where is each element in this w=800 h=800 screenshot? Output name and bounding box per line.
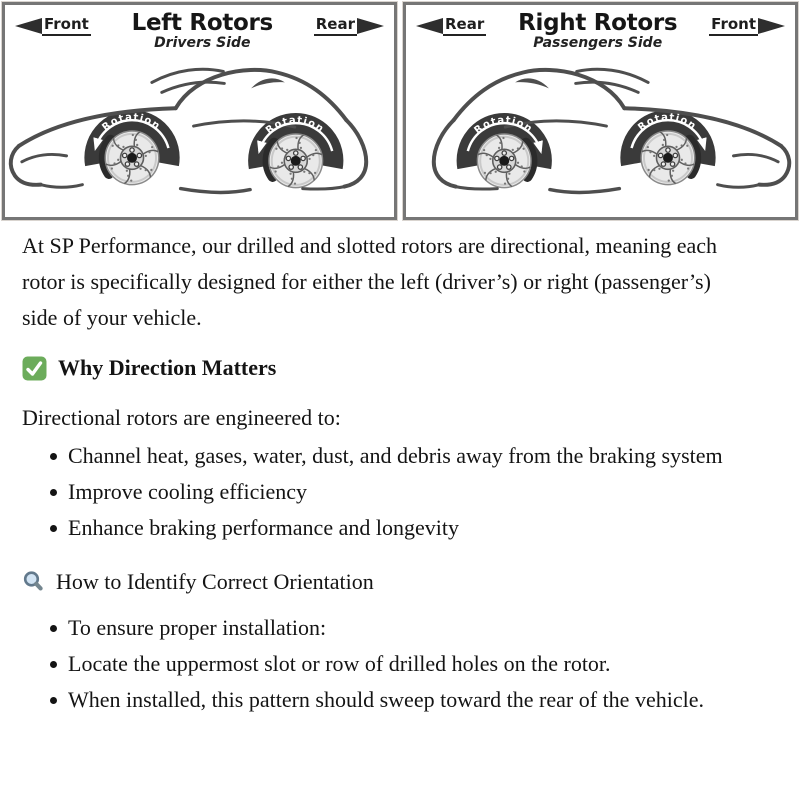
rear-label: Rear bbox=[443, 17, 486, 36]
arrow-right-icon bbox=[758, 18, 785, 34]
magnifying-glass-icon bbox=[22, 570, 45, 594]
list-item: When installed, this pattern should sweep toward the rear of the vehicle. bbox=[68, 682, 745, 718]
intro-paragraph: At SP Performance, our drilled and slotted rotors are directional, meaning each rotor is specifically designed for either the left (driver’s) or right (passenger’s) side of your vehicle. bbox=[22, 233, 718, 330]
rotation-label: Rotation bbox=[636, 112, 699, 134]
left-car-illustration bbox=[5, 58, 394, 216]
rotation-label: Rotation bbox=[472, 114, 535, 137]
lead-sentence: Directional rotors are engineered to: bbox=[22, 405, 341, 430]
check-mark-icon bbox=[22, 356, 47, 381]
left-panel-header bbox=[5, 5, 394, 58]
section-heading-why-direction-matters bbox=[22, 350, 745, 386]
left-panel-titles bbox=[132, 11, 273, 52]
list-item: Enhance braking performance and longevity bbox=[68, 510, 745, 546]
right-car-illustration bbox=[406, 58, 795, 216]
panel-title: Left Rotors bbox=[131, 10, 273, 36]
front-label: Front bbox=[42, 17, 91, 36]
arrow-right-icon bbox=[357, 18, 384, 34]
front-direction-indicator bbox=[709, 17, 785, 36]
section-heading-identify-orientation bbox=[22, 564, 745, 600]
list-item: To ensure proper installation: bbox=[68, 610, 745, 646]
panel-title: Right Rotors bbox=[518, 10, 678, 36]
arrow-left-icon bbox=[15, 18, 42, 34]
rotor-direction-diagram bbox=[0, 0, 800, 220]
benefits-list bbox=[22, 438, 745, 546]
article-body bbox=[0, 228, 800, 718]
rear-direction-indicator bbox=[416, 17, 486, 36]
arrow-left-icon bbox=[416, 18, 443, 34]
front-direction-indicator bbox=[15, 17, 91, 36]
left-rotors-panel bbox=[2, 2, 397, 220]
panel-subtitle: Drivers Side bbox=[154, 35, 251, 52]
right-rotors-panel bbox=[403, 2, 798, 220]
orientation-steps-list bbox=[22, 610, 745, 718]
panel-subtitle: Passengers Side bbox=[533, 35, 663, 52]
list-item: Locate the uppermost slot or row of drilled holes on the rotor. bbox=[68, 646, 745, 682]
list-item: Channel heat, gases, water, dust, and debris away from the braking system bbox=[68, 438, 745, 474]
right-panel-header bbox=[406, 5, 795, 58]
section-title: Why Direction Matters bbox=[58, 355, 277, 380]
rear-direction-indicator bbox=[314, 17, 384, 36]
rotation-label: Rotation bbox=[263, 114, 327, 137]
list-item: Improve cooling efficiency bbox=[68, 474, 745, 510]
rotation-label: Rotation bbox=[100, 112, 163, 134]
section-title: How to Identify Correct Orientation bbox=[56, 569, 374, 594]
right-panel-titles bbox=[518, 11, 677, 52]
rear-label: Rear bbox=[314, 17, 357, 36]
front-label: Front bbox=[709, 17, 758, 36]
